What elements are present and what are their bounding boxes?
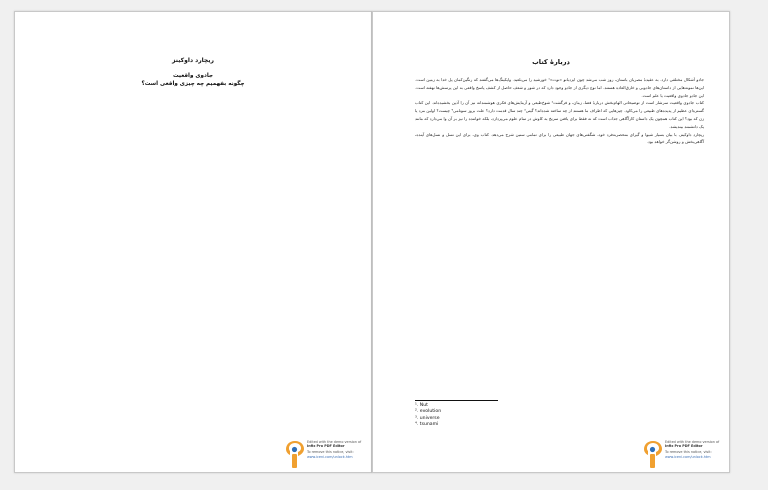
watermark-line3: To remove this notice, visit: xyxy=(665,450,712,455)
footnotes xyxy=(415,403,441,429)
infix-logo-icon xyxy=(643,440,663,470)
footnote-item: ³. universe xyxy=(415,415,440,421)
footnote-item: ⁴. tsunami xyxy=(415,422,439,428)
footnote-separator xyxy=(415,400,498,401)
watermark-line2: Infix Pro PDF Editor xyxy=(307,444,345,449)
footnote-item: ². evolution xyxy=(415,409,442,415)
watermark-link[interactable]: www.iceni.com/unlock.htm xyxy=(307,454,353,459)
book-title: جادوی واقعیت xyxy=(173,73,213,79)
author-name: ریچارد داوکینز xyxy=(172,57,214,64)
watermark xyxy=(643,440,725,470)
page-right xyxy=(372,11,730,473)
watermark xyxy=(285,440,367,470)
page-left xyxy=(14,11,372,473)
paragraph: ریچارد داوکینز، با بیان بسیار شیوا و گیرای منحصربه‌فرد خود، شگفتی‌های جهان طبیعی را برای تمامی سنین شرح می‌دهد. کتاب وی، برای این نسل و نسل‌های آینده، آگاهی‌بخش و روشن‌گر خواهد بود. xyxy=(415,131,704,145)
body-text xyxy=(415,76,704,146)
paragraph: کتاب جادوی واقعیت سرشار است از توضیحاتی الهام‌بخش دربارهٔ فضا، زمان، و فرگشت² شوخ‌طبعی و آزمایش‌های فکری هوشمندانه نیز آن را آذین بخشیده‌اند. این کتاب گستره‌ای عظیم از پدیده‌های طبیعی را می‌کاود. چیزهایی که اطراف ما هستند از چه ساخته شده‌اند؟ گیتی³ چند سال قدمت دارد؟ علت بروز سونامی⁴ چیست؟ اولین مرد یا زن که بود؟ این کتاب همچون یک داستان کارآگاهی جذاب است که نه فقط برای یافتن سرنخ به کاوش در تمام علوم می‌پردازد، بلکه خواننده را نیز بر آن وا می‌دارد که مانند یک دانشمند بیندیشد. xyxy=(415,100,704,129)
watermark-line3: To remove this notice, visit: xyxy=(307,450,354,455)
watermark-line1: Edited with the demo version of xyxy=(307,440,362,444)
watermark-line1: Edited with the demo version of xyxy=(665,440,720,444)
watermark-line2: Infix Pro PDF Editor xyxy=(665,444,703,449)
watermark-link[interactable]: www.iceni.com/unlock.htm xyxy=(665,454,711,459)
paragraph: جادو اَشکال مختلفی دارد. به عقیدهٔ مصریان باستان، روز شب می‌شد چون ایزدبانو «نوت»¹ خورشید را می‌بلعید. وایکینگ‌ها می‌گفتند که رنگین‌کمان پل خدا به زمین است. این‌ها نمونه‌هایی از داستان‌های جادویی و خارق‌العاده هستند. اما نوع دیگری از جادو وجود دارد که در شور و شعف حاصل از کشف پاسخ واقعی به این پرسش‌ها نهفته است. این جادو جادوی واقعیت یا علم است. xyxy=(415,77,705,98)
section-title: دربارهٔ کتاب xyxy=(532,58,570,66)
book-subtitle: چگونه بفهمیم چه چیزی واقعی است؟ xyxy=(141,81,245,87)
title-block xyxy=(35,57,351,89)
watermark-text xyxy=(665,440,719,459)
watermark-text xyxy=(307,440,361,459)
footnote-item: ¹. Nut xyxy=(415,403,428,408)
infix-logo-icon xyxy=(285,440,305,470)
